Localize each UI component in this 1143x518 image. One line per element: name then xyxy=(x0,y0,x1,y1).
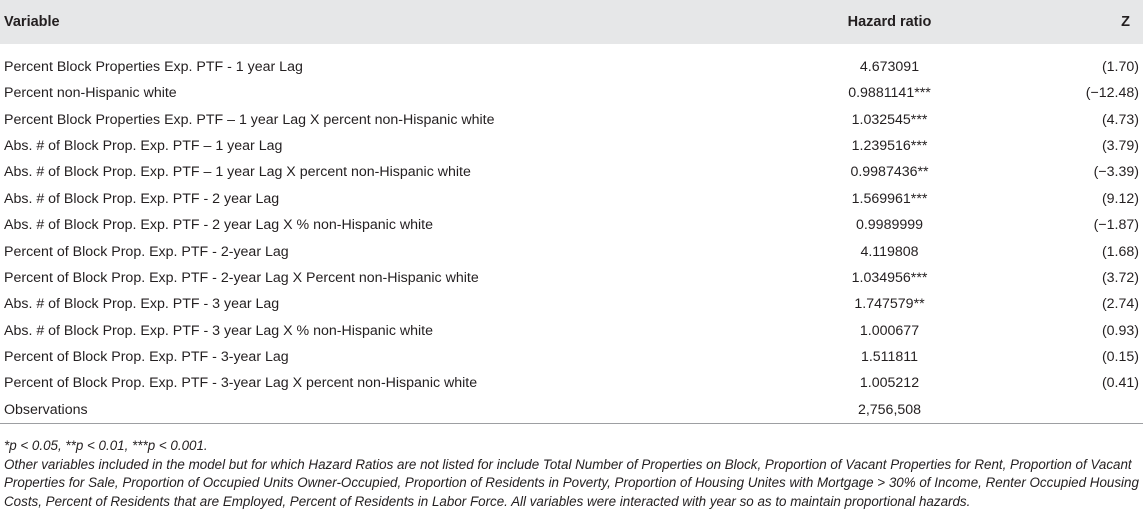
row-z: (4.73) xyxy=(1101,111,1139,128)
row-z: (3.72) xyxy=(1101,269,1139,286)
table-row xyxy=(0,212,1143,238)
row-variable: Abs. # of Block Prop. Exp. PTF - 3 year Lag X % non-Hispanic white xyxy=(4,322,433,339)
row-variable: Abs. # of Block Prop. Exp. PTF - 2 year Lag xyxy=(4,190,280,207)
table-header xyxy=(0,0,1143,44)
row-variable: Observations xyxy=(4,401,88,418)
row-z: (−1.87) xyxy=(1093,217,1139,234)
row-variable: Abs. # of Block Prop. Exp. PTF - 3 year Lag xyxy=(4,296,280,313)
table-row xyxy=(0,318,1143,344)
row-variable: Abs. # of Block Prop. Exp. PTF - 2 year Lag X % non-Hispanic white xyxy=(4,217,433,234)
row-z: (−12.48) xyxy=(1085,85,1139,102)
row-hazard-ratio: 1.569961*** xyxy=(851,190,928,207)
row-z: (0.15) xyxy=(1101,349,1139,366)
row-hazard-ratio: 1.034956*** xyxy=(851,269,928,286)
row-hazard-ratio: 2,756,508 xyxy=(857,401,922,418)
model-note: Other variables included in the model but for which Hazard Ratios are not listed for include Total Number of Properties on Block, Proportion of Vacant Properties for Rent, Proportion of Vacant Properties for Sale, Proportion of Occupied Units Owner-Occupied, Proportion of Residents in Poverty, Proportion of Housing Unites with Mortgage > 30% of Income, Renter Occupied Housing Costs, Percent of Residents that are Employed, Percent of Residents in Labor Force. All variables were interacted with year so as to maintain proportional hazards. xyxy=(4,456,1139,509)
table-row xyxy=(0,344,1143,370)
row-variable: Percent of Block Prop. Exp. PTF - 3-year Lag X percent non-Hispanic white xyxy=(4,375,478,392)
row-z: (1.68) xyxy=(1101,243,1139,260)
row-hazard-ratio: 1.747579** xyxy=(854,296,925,313)
row-z: (3.79) xyxy=(1101,137,1139,154)
row-variable: Percent non-Hispanic white xyxy=(4,85,177,102)
row-hazard-ratio: 1.032545*** xyxy=(851,111,928,128)
row-variable: Percent of Block Prop. Exp. PTF - 3-year Lag xyxy=(4,349,289,366)
row-z: (1.70) xyxy=(1101,58,1139,75)
table-row xyxy=(0,186,1143,212)
table-body xyxy=(0,44,1143,423)
header-row xyxy=(0,0,1143,44)
table-row xyxy=(0,397,1143,423)
header-z: Z xyxy=(1121,14,1130,30)
row-hazard-ratio: 1.005212 xyxy=(859,375,920,392)
row-z: (9.12) xyxy=(1101,190,1139,207)
row-hazard-ratio: 0.9881141*** xyxy=(848,85,931,102)
table-row xyxy=(0,291,1143,317)
row-z xyxy=(1022,397,1143,423)
table-row xyxy=(0,44,1143,80)
row-z: (−3.39) xyxy=(1093,164,1139,181)
table-row xyxy=(0,159,1143,185)
row-variable: Percent Block Properties Exp. PTF – 1 year Lag X percent non-Hispanic white xyxy=(4,111,495,128)
row-variable: Percent Block Properties Exp. PTF - 1 year Lag xyxy=(4,58,303,75)
row-variable: Percent of Block Prop. Exp. PTF - 2-year Lag xyxy=(4,243,289,260)
row-z: (0.41) xyxy=(1101,375,1139,392)
row-hazard-ratio: 4.119808 xyxy=(860,243,919,260)
table-row xyxy=(0,238,1143,264)
header-variable: Variable xyxy=(4,14,60,30)
table-row xyxy=(0,370,1143,396)
row-hazard-ratio: 0.9989999 xyxy=(855,217,924,234)
row-hazard-ratio: 1.000677 xyxy=(859,322,920,339)
row-variable: Percent of Block Prop. Exp. PTF - 2-year Lag X Percent non-Hispanic white xyxy=(4,269,479,286)
table-row xyxy=(0,133,1143,159)
row-variable: Abs. # of Block Prop. Exp. PTF – 1 year Lag X percent non-Hispanic white xyxy=(4,164,471,181)
row-hazard-ratio: 1.511811 xyxy=(860,349,919,366)
table-row xyxy=(0,106,1143,132)
row-z: (2.74) xyxy=(1101,296,1139,313)
table-row xyxy=(0,80,1143,106)
row-hazard-ratio: 1.239516*** xyxy=(851,137,928,154)
header-hazard-ratio: Hazard ratio xyxy=(847,14,932,30)
row-hazard-ratio: 4.673091 xyxy=(859,58,920,75)
table-row xyxy=(0,265,1143,291)
row-z: (0.93) xyxy=(1101,322,1139,339)
significance-note: *p < 0.05, **p < 0.01, ***p < 0.001. xyxy=(4,438,208,453)
table-footnotes xyxy=(4,437,1140,511)
row-variable: Abs. # of Block Prop. Exp. PTF – 1 year Lag xyxy=(4,137,283,154)
row-hazard-ratio: 0.9987436** xyxy=(850,164,929,181)
